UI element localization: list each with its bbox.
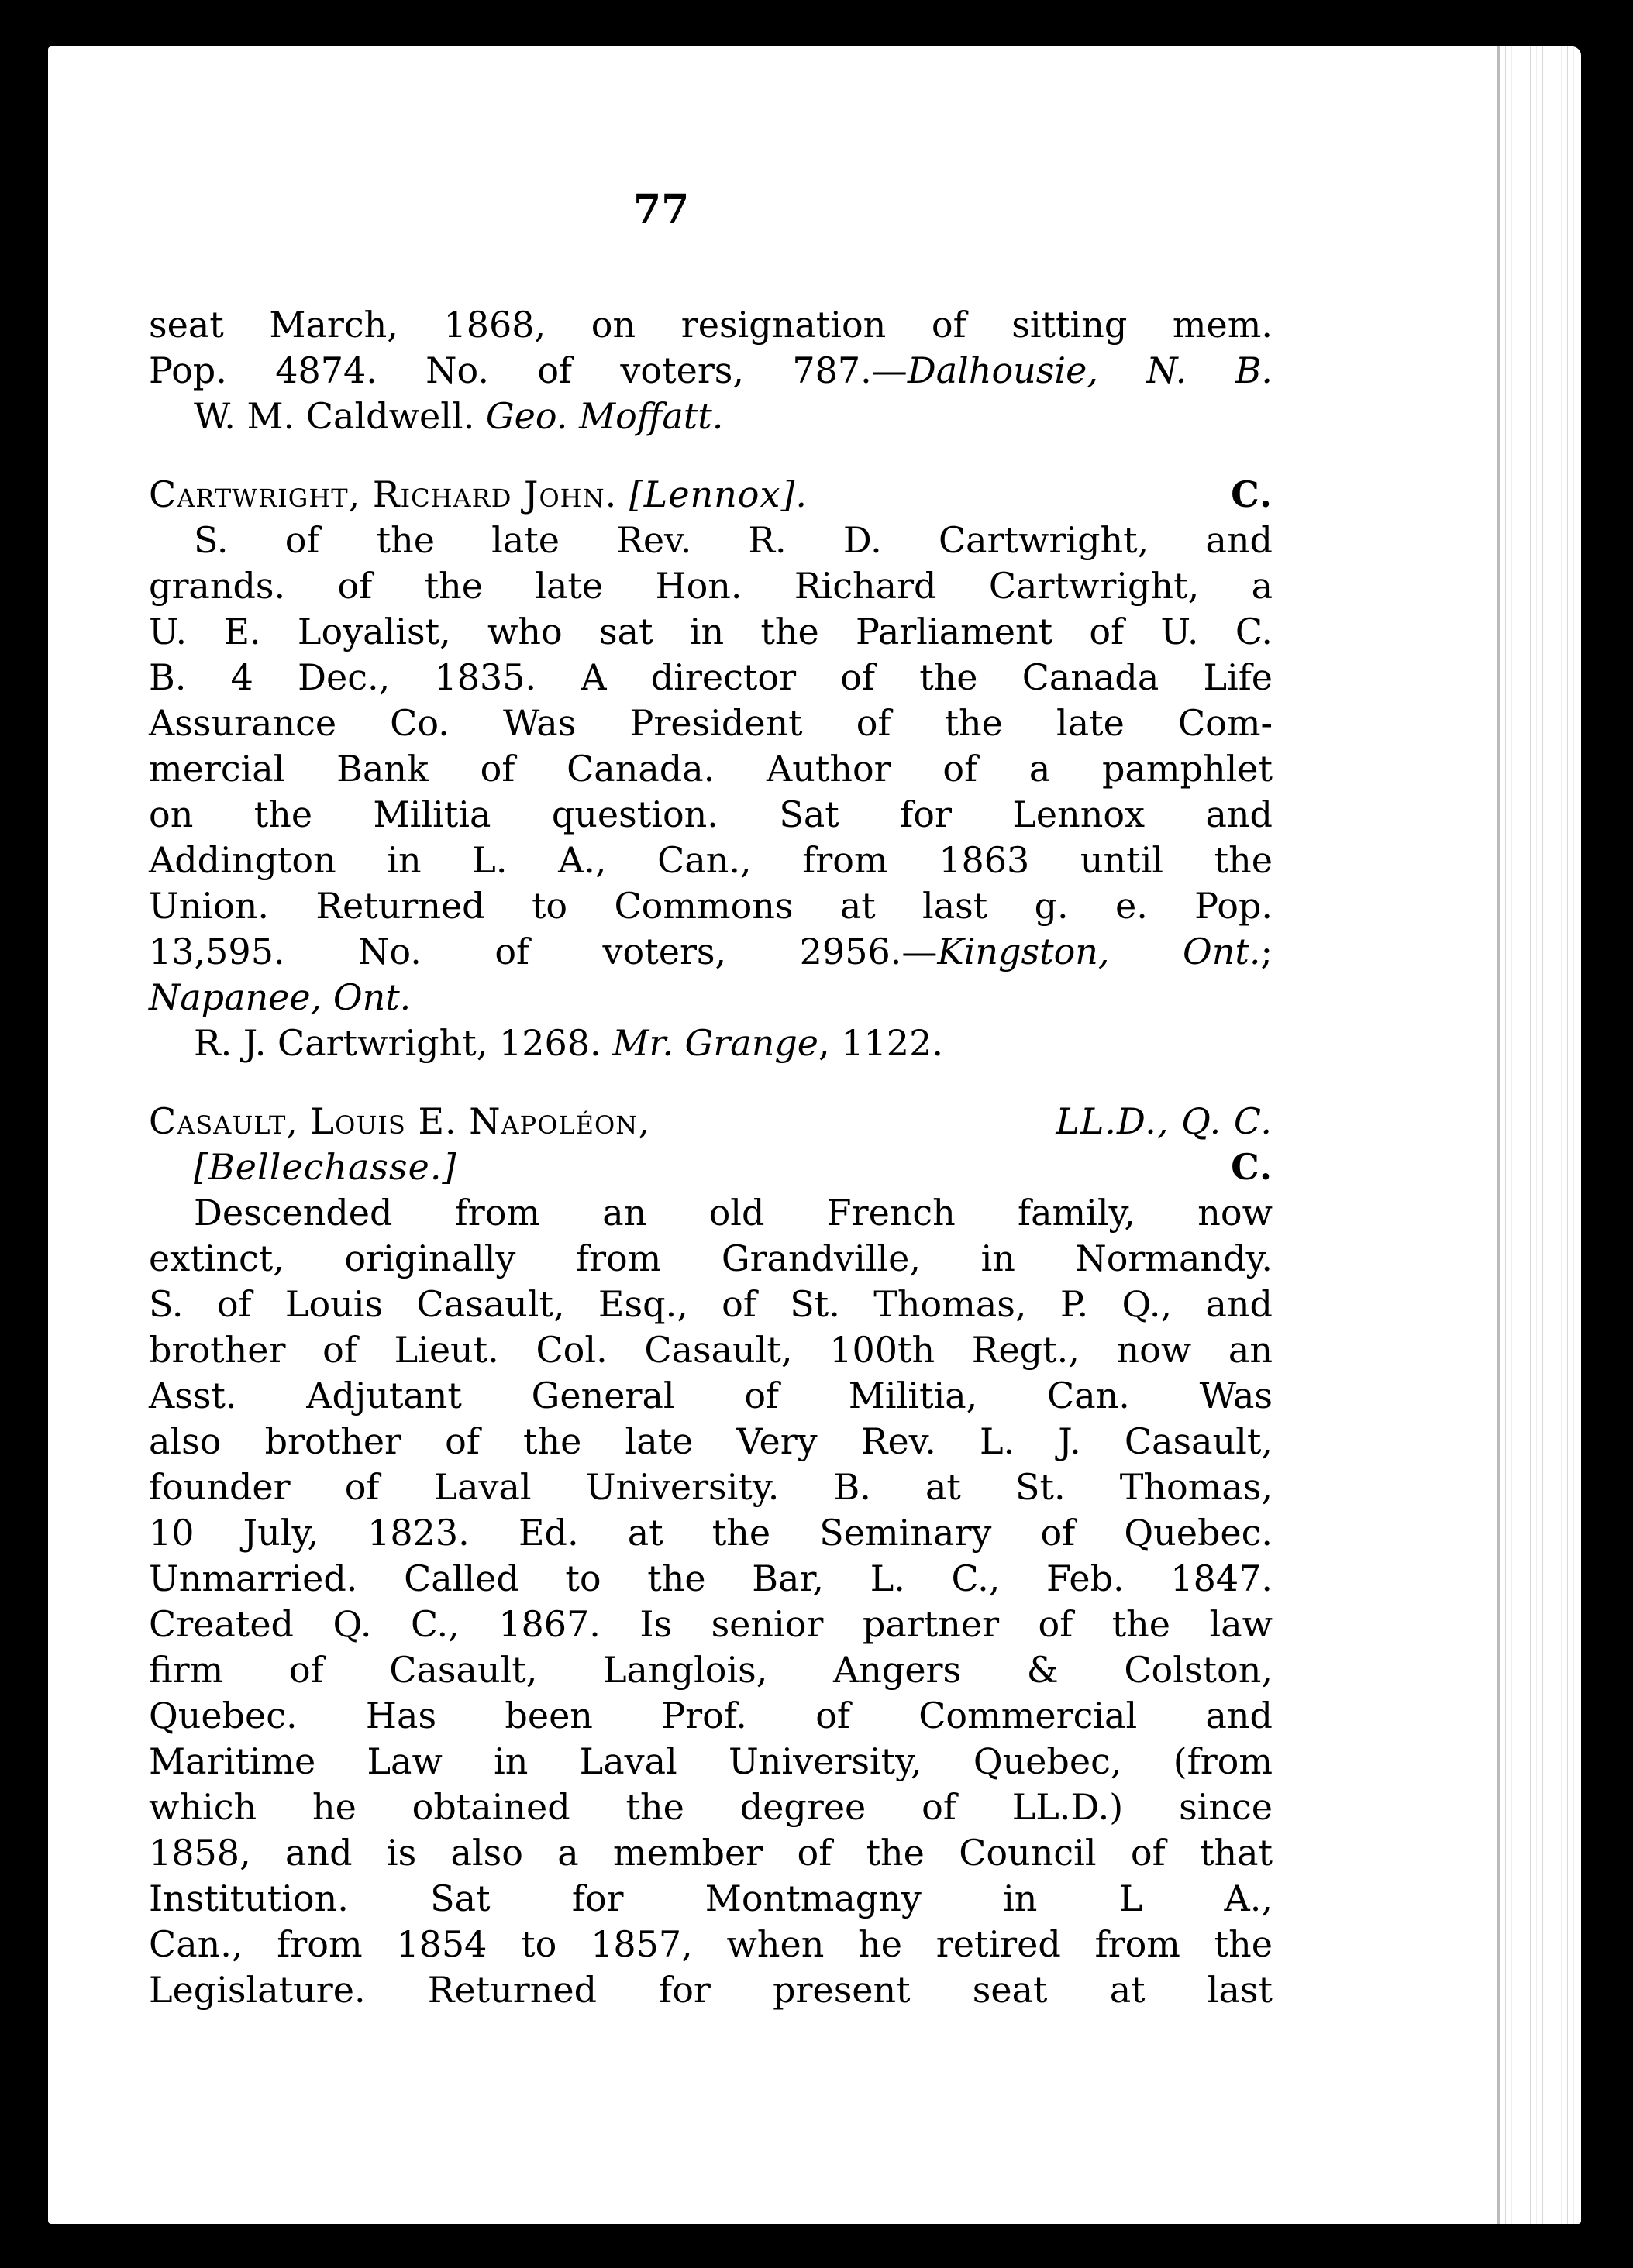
text-line: which he obtained the degree of LL.D.) since [149,1786,1273,1828]
text-line: Pop. 4874. No. of voters, 787.—Dalhousie, N. B. [149,349,1273,391]
text-line: Asst. Adjutant General of Militia, Can. Was [149,1375,1273,1416]
text-line: Napanee, Ont. [149,976,412,1018]
text-line: Created Q. C., 1867. Is senior partner of the law [149,1603,1273,1645]
party-label: C. [1231,1146,1273,1188]
election-result: W. M. Caldwell. Geo. Moffatt. [194,395,724,437]
text-line: S. of the late Rev. R. D. Cartwright, and [194,519,1273,561]
text-line: 10 July, 1823. Ed. at the Seminary of Quebec. [149,1512,1273,1554]
text-line: Unmarried. Called to the Bar, L. C., Feb. 1847. [149,1557,1273,1599]
page-number: 77 [633,186,690,233]
text-line: Addington in L. A., Can., from 1863 until the [149,839,1273,881]
page-text [149,302,1273,2013]
text-line: grands. of the late Hon. Richard Cartwright, a [149,565,1273,607]
text-line: extinct, originally from Grandville, in Normandy. [149,1237,1273,1279]
text-line: B. 4 Dec., 1835. A director of the Canada Life [149,656,1273,698]
text-line: also brother of the late Very Rev. L. J. Casault, [149,1420,1273,1462]
text-line: 1858, and is also a member of the Council of that [149,1832,1273,1874]
text-line: Institution. Sat for Montmagny in L A., [149,1877,1273,1919]
text-line: brother of Lieut. Col. Casault, 100th Regt., now an [149,1329,1273,1371]
text-line: Legislature. Returned for present seat at last [149,1969,1273,2011]
entry-cartwright [149,472,1273,1066]
text-line: S. of Louis Casault, Esq., of St. Thomas, P. Q., and [149,1283,1273,1325]
book-page [48,46,1581,2224]
text-line: Maritime Law in Laval University, Quebec, (from [149,1740,1273,1782]
entry-heading [149,1099,1273,1144]
member-degrees: LL.D., Q. C. [1056,1100,1273,1142]
text-line: Assurance Co. Was President of the late Com- [149,702,1273,744]
text-line: founder of Laval University. B. at St. Thomas, [149,1466,1273,1508]
riding-name: [Bellechasse.] [194,1146,457,1188]
election-result: R. J. Cartwright, 1268. Mr. Grange, 1122. [194,1022,943,1064]
text-line: Descended from an old French family, now [194,1192,1273,1234]
text-line: Quebec. Has been Prof. of Commercial and [149,1695,1273,1736]
text-line: on the Militia question. Sat for Lennox and [149,793,1273,835]
text-line: mercial Bank of Canada. Author of a pamphlet [149,748,1273,790]
text-line: 13,595. No. of voters, 2956.—Kingston, Ont.; [149,931,1273,972]
entry-continued [149,302,1273,439]
entry-heading-riding [149,1144,1273,1190]
text-line: U. E. Loyalist, who sat in the Parliament of U. C. [149,611,1273,652]
entry-heading [149,472,1273,518]
member-name: Casault, Louis E. Napoléon, [149,1100,650,1142]
party-label: C. [1231,473,1273,515]
text-line: Can., from 1854 to 1857, when he retired from the [149,1923,1273,1965]
riding-name: [Lennox]. [629,473,808,515]
entry-casault [149,1099,1273,2013]
member-name: Cartwright, Richard John. [149,473,629,515]
text-line: Union. Returned to Commons at last g. e. Pop. [149,885,1273,927]
page-gutter-edge [1497,46,1581,2224]
text-line: seat March, 1868, on resignation of sitting mem. [149,304,1273,346]
text-line: firm of Casault, Langlois, Angers & Colston, [149,1649,1273,1691]
